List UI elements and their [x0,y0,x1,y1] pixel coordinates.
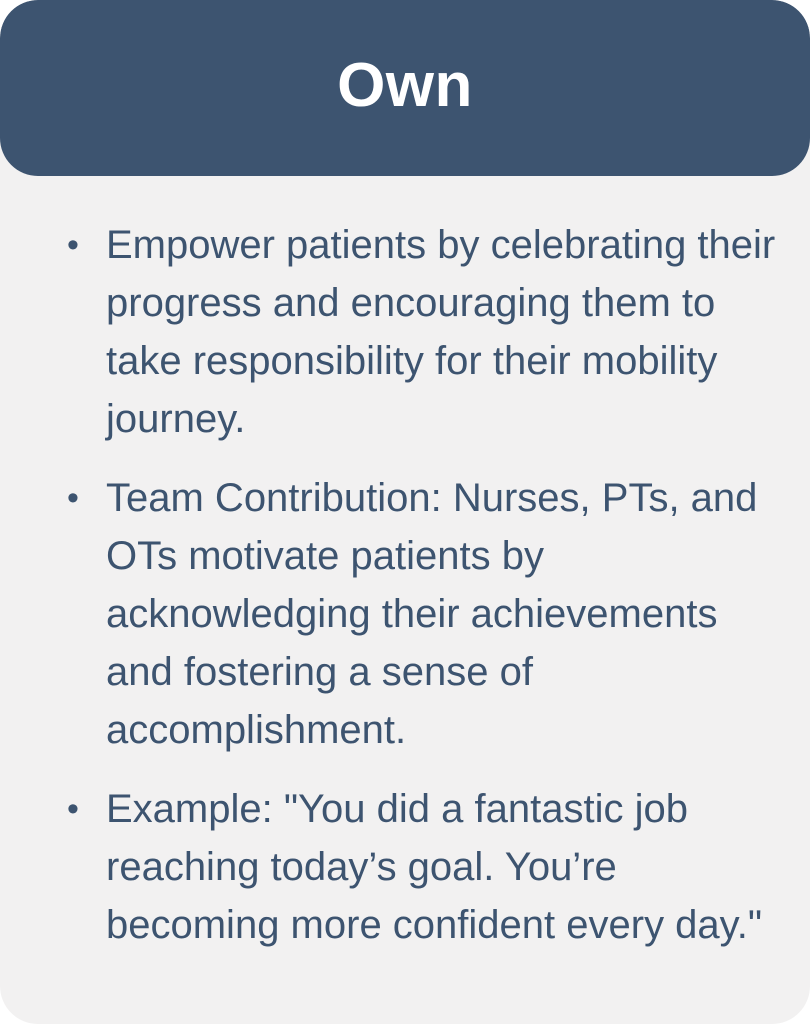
list-item [0,469,810,759]
bullet-list [0,216,810,975]
bullet-text: Team Contribution: Nurses, PTs, and OTs motivate patients by acknowledging their achievements and fostering a sense of accomplishment. [106,476,758,752]
bullet-text: Example: "You did a fantastic job reaching today’s goal. You’re becoming more confident every day." [106,787,763,947]
bullet-icon: • [67,790,79,828]
card-header [0,0,810,176]
bullet-icon: • [67,226,79,264]
card-title: Own [337,51,473,120]
list-item [0,780,810,954]
list-item [0,216,810,448]
bullet-icon: • [67,479,79,517]
bullet-text: Empower patients by celebrating their progress and encouraging them to take responsibility for their mobility journey. [106,223,776,441]
